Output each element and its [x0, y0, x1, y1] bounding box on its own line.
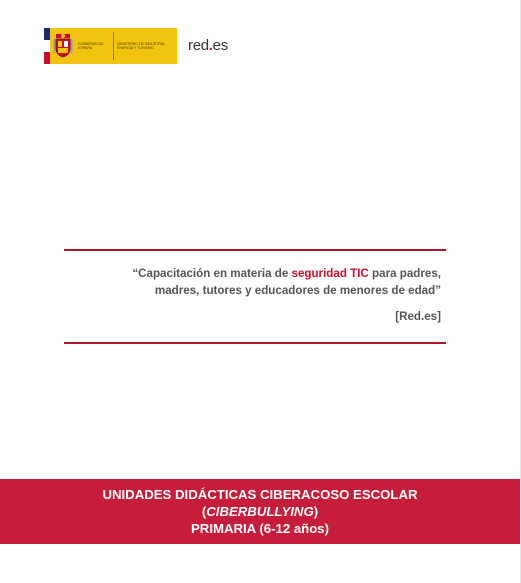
reds-logo-dot: . [208, 37, 213, 54]
banner-title-line-1: UNIDADES DIDÁCTICAS CIBERACOSO ESCOLAR [102, 487, 418, 502]
banner-paren-open: ( [201, 504, 207, 519]
quote-line-2: madres, tutores y educadores de menores de edad” [154, 284, 441, 297]
banner-title-line-3: PRIMARIA (6-12 años) [191, 521, 329, 536]
banner-paren-close: ) [313, 504, 319, 519]
quote-bottom-rule [64, 342, 446, 344]
logo-divider [113, 32, 114, 60]
banner-title-line-2 [0, 503, 520, 520]
quote-part-2: para padres, [368, 267, 441, 280]
reds-logo-tld: es [212, 37, 228, 54]
quote-attribution: [Red.es] [395, 310, 441, 323]
coat-of-arms-icon [50, 28, 76, 64]
government-logo [44, 28, 177, 64]
quote-highlight: seguridad TIC [291, 267, 369, 280]
quote-text [81, 265, 441, 299]
banner-emphasis: CIBERBULLYING [206, 504, 314, 519]
quote-top-rule [64, 249, 446, 251]
quote-line-1 [81, 265, 441, 282]
government-text: GOBIERNO DE ESPAÑA [78, 41, 104, 50]
quote-part-1: “Capacitación en materia de [132, 267, 292, 280]
title-banner [0, 479, 520, 544]
reds-logo [188, 37, 228, 54]
reds-logo-name: red [188, 37, 209, 54]
ministry-text: MINISTERIO DE INDUSTRIA, ENERGÍA Y TURISMO [117, 41, 166, 50]
